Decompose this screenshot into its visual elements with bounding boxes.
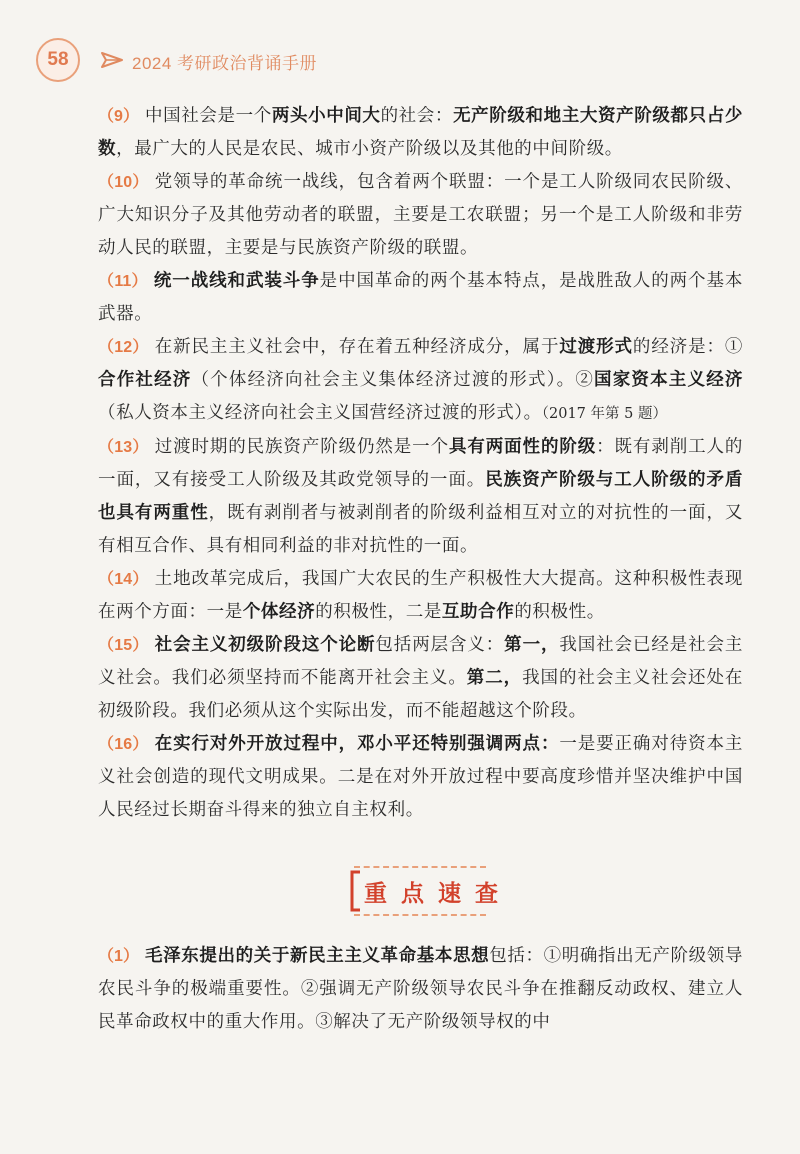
body-text: 的经济是：①	[632, 337, 743, 357]
list-item	[98, 265, 743, 331]
quick-review-points	[98, 940, 743, 1039]
heading-bracket-icon	[348, 868, 364, 914]
emphasis-text: 两头小中间大	[271, 106, 381, 126]
section-heading	[348, 866, 512, 916]
item-number: （1）	[98, 948, 139, 965]
emphasis-text: 民族资产阶级与工人阶级的矛盾也具有两重性	[98, 470, 743, 523]
body-text: 中国社会是一个	[144, 106, 272, 126]
list-item	[98, 431, 743, 563]
body-text: ，最广大的人民是农民、城市小资产阶级以及其他的中间阶级。	[116, 139, 623, 159]
item-number: （14）	[98, 571, 149, 588]
emphasis-text: 毛泽东提出的关于新民主主义革命基本思想	[144, 946, 490, 966]
body-text: 包括两层含义：	[375, 635, 505, 655]
emphasis-text: 合作社经济	[98, 370, 192, 390]
item-number: （10）	[98, 174, 149, 191]
body-text: 在新民主主义社会中，存在着五种经济成分，属于	[154, 337, 560, 357]
item-number: （16）	[98, 736, 149, 753]
emphasis-text: 统一战线和武装斗争	[153, 271, 320, 291]
heading-dash-top	[354, 866, 486, 868]
body-text: 是中国革命的两个基本特点，是战胜敌人的两个基本武器。	[98, 271, 743, 324]
emphasis-text: 第一，	[504, 635, 560, 655]
list-item	[98, 166, 743, 265]
body-text: （私人资本主义经济向社会主义国营经济过渡的形式）。	[98, 403, 542, 423]
body-text: 包括：①明确指出无产阶级领导农民斗争的极端重要性。②强调无产阶级领导农民斗争在推翻反动政权、建立人民革命政权中的重大作用。③解决了无产阶级领导权的中	[98, 946, 743, 1032]
item-number: （11）	[98, 273, 148, 290]
emphasis-text: 社会主义初级阶段这个论断	[154, 635, 376, 655]
page-header	[36, 38, 556, 84]
body-text: 过渡时期的民族资产阶级仍然是一个	[154, 437, 449, 457]
book-title: 2024 考研政治背诵手册	[132, 54, 318, 73]
list-item	[98, 940, 743, 1039]
study-points	[98, 100, 743, 827]
body-text: ，既有剥削者与被剥削者的阶级利益相互对立的对抗性的一面，又有相互合作、具有相同利益的非对抗性的一面。	[98, 503, 743, 556]
list-item	[98, 331, 743, 431]
body-text: （个体经济向社会主义集体经济过渡的形式）。②	[191, 370, 595, 390]
emphasis-text: 个体经济	[242, 602, 316, 622]
body-text: （2017 年第 5 题）	[541, 406, 667, 422]
body-text: 党领导的革命统一战线，包含着两个联盟：一个是工人阶级同农民阶级、广大知识分子及其他劳动者的联盟，主要是工农联盟；另一个是工人阶级和非劳动人民的联盟，主要是与民族资产阶级的联盟。	[98, 172, 743, 258]
emphasis-text: 第二，	[466, 668, 523, 688]
item-number: （15）	[98, 637, 149, 654]
emphasis-text: 过渡形式	[559, 337, 633, 357]
emphasis-text: 在实行对外开放过程中，邓小平还特别强调两点：	[154, 734, 560, 754]
list-item	[98, 563, 743, 629]
body-text: 我国的社会主义社会还处在初级阶段。我们必须从这个实际出发，而不能超越这个阶段。	[98, 668, 744, 721]
body-text: 的积极性。	[514, 602, 605, 622]
heading-dash-bottom	[354, 914, 486, 916]
page-number: 58	[36, 38, 80, 82]
body-text: ：既有剥削工人的一面，又有接受工人阶级及其政党领导的一面。	[98, 437, 743, 490]
body-text: 土地改革完成后，我国广大农民的生产积极性大大提高。这种积极性表现在两个方面：一是	[98, 569, 743, 622]
section-title: 重点速查	[364, 880, 512, 907]
paper-plane-icon	[100, 50, 124, 70]
item-number: （9）	[98, 108, 139, 125]
body-text: 的积极性，二是	[315, 602, 442, 622]
item-number: （13）	[98, 439, 149, 456]
body-text: 一是要正确对待资本主义社会创造的现代文明成果。二是在对外开放过程中要高度珍惜并坚决维护中国人民经过长期奋斗得来的独立自主权利。	[98, 734, 744, 820]
emphasis-text: 国家资本主义经济	[594, 370, 743, 390]
emphasis-text: 无产阶级和地主大资产阶级都只占少数	[98, 106, 743, 159]
item-number: （12）	[98, 339, 149, 356]
list-item	[98, 100, 743, 166]
body-text: 的社会：	[380, 106, 454, 126]
emphasis-text: 互助合作	[441, 602, 515, 622]
body-text: 我国社会已经是社会主义社会。我们必须坚持而不能离开社会主义。	[98, 635, 743, 688]
emphasis-text: 具有两面性的阶级	[448, 437, 597, 457]
list-item	[98, 728, 743, 827]
list-item	[98, 629, 743, 728]
